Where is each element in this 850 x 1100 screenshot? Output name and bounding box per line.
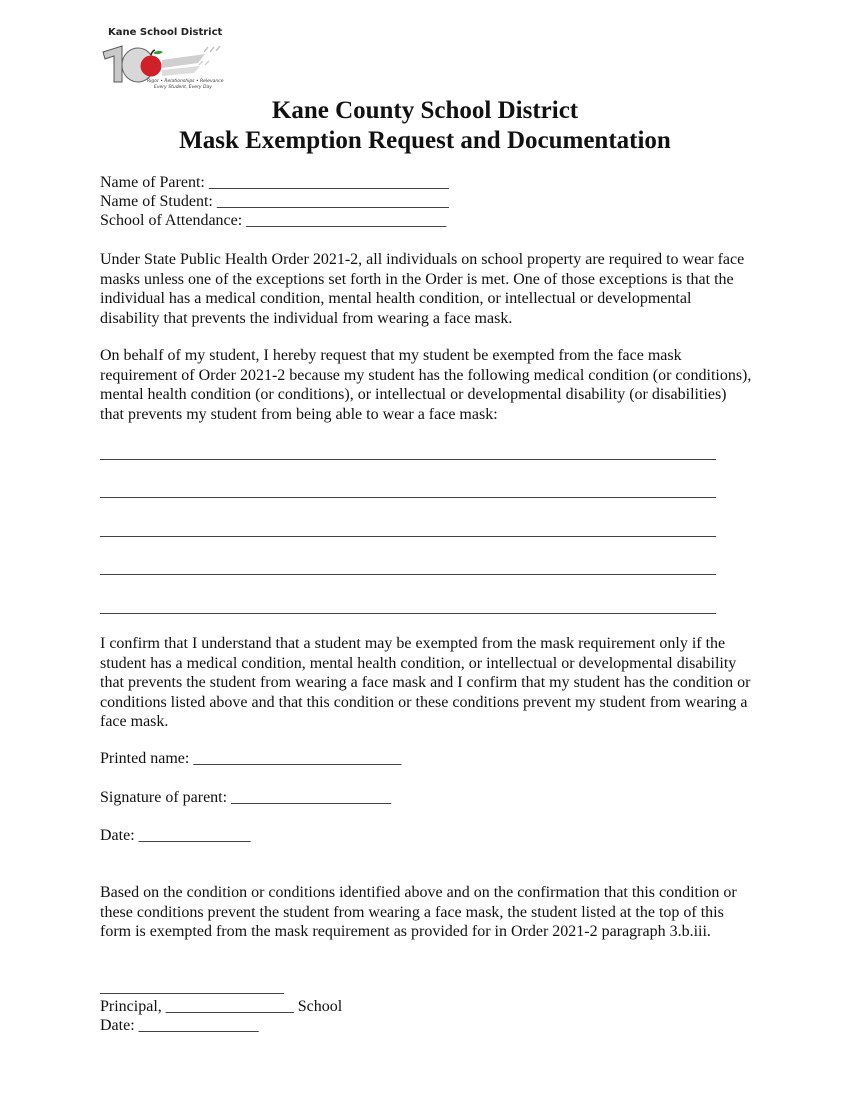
printed-name-field[interactable]: Printed name: __________________________: [100, 750, 402, 767]
principal-signature-line[interactable]: _______________________: [100, 979, 284, 996]
condition-line-5[interactable]: _____________________________________________________________________________: [100, 599, 716, 616]
request-paragraph: On behalf of my student, I hereby request that my student be exempted from the face mask requirement of Order 2021-2 because my student has the following medical condition (or conditions), mental health condition (or conditions), or intellectual or developmental disability (or disabilities) that prevents my student from being able to wear a face mask:: [100, 347, 752, 423]
condition-line-1[interactable]: _____________________________________________________________________________: [100, 445, 716, 462]
district-logo: [100, 26, 230, 92]
condition-line-3[interactable]: _____________________________________________________________________________: [100, 522, 716, 539]
apple-ten-logo-icon: [100, 40, 230, 84]
school-of-attendance-field[interactable]: School of Attendance: _________________________: [100, 212, 447, 229]
page-subtitle: Mask Exemption Request and Documentation: [179, 127, 671, 154]
condition-line-2[interactable]: _____________________________________________________________________________: [100, 483, 716, 500]
principal-paragraph: Based on the condition or conditions identified above and on the confirmation that this condition or these conditions prevent the student from wearing a face mask, the student listed at the top of this form is exempted from the mask requirement as provided for in Order 2021-2 paragraph 3.b.iii.: [100, 884, 737, 940]
condition-line-4[interactable]: _____________________________________________________________________________: [100, 560, 716, 577]
parent-name-field[interactable]: Name of Parent: ______________________________: [100, 174, 449, 191]
parent-signature-field[interactable]: Signature of parent: ____________________: [100, 789, 392, 806]
principal-school-field[interactable]: Principal, ________________ School: [100, 998, 343, 1015]
date-field[interactable]: Date: ______________: [100, 827, 251, 844]
page-title: Kane County School District: [271, 97, 579, 124]
principal-date-field[interactable]: Date: _______________: [100, 1017, 259, 1034]
order-paragraph: Under State Public Health Order 2021-2, all individuals on school property are required to wear face masks unless one of the exceptions set forth in the Order is met. One of those exceptions is that the individual has a medical condition, mental health condition, or intellectual or developmental disability that prevents the individual from wearing a face mask.: [100, 251, 745, 327]
logo-tagline-2: Every Student, Every Day: [154, 85, 212, 90]
confirmation-paragraph: I confirm that I understand that a student may be exempted from the mask requirement only if the student has a medical condition, mental health condition, or intellectual or developmental disability that prevents the student from wearing a face mask and I confirm that my student has the condition or conditions listed above and that this condition or these conditions prevent my student from wearing a face mask.: [100, 635, 751, 730]
student-name-field[interactable]: Name of Student: _____________________________: [100, 193, 449, 210]
logo-district-name: Kane School District: [108, 27, 223, 38]
logo-tagline: Rigor • Relationships • Relevance: [147, 79, 224, 84]
